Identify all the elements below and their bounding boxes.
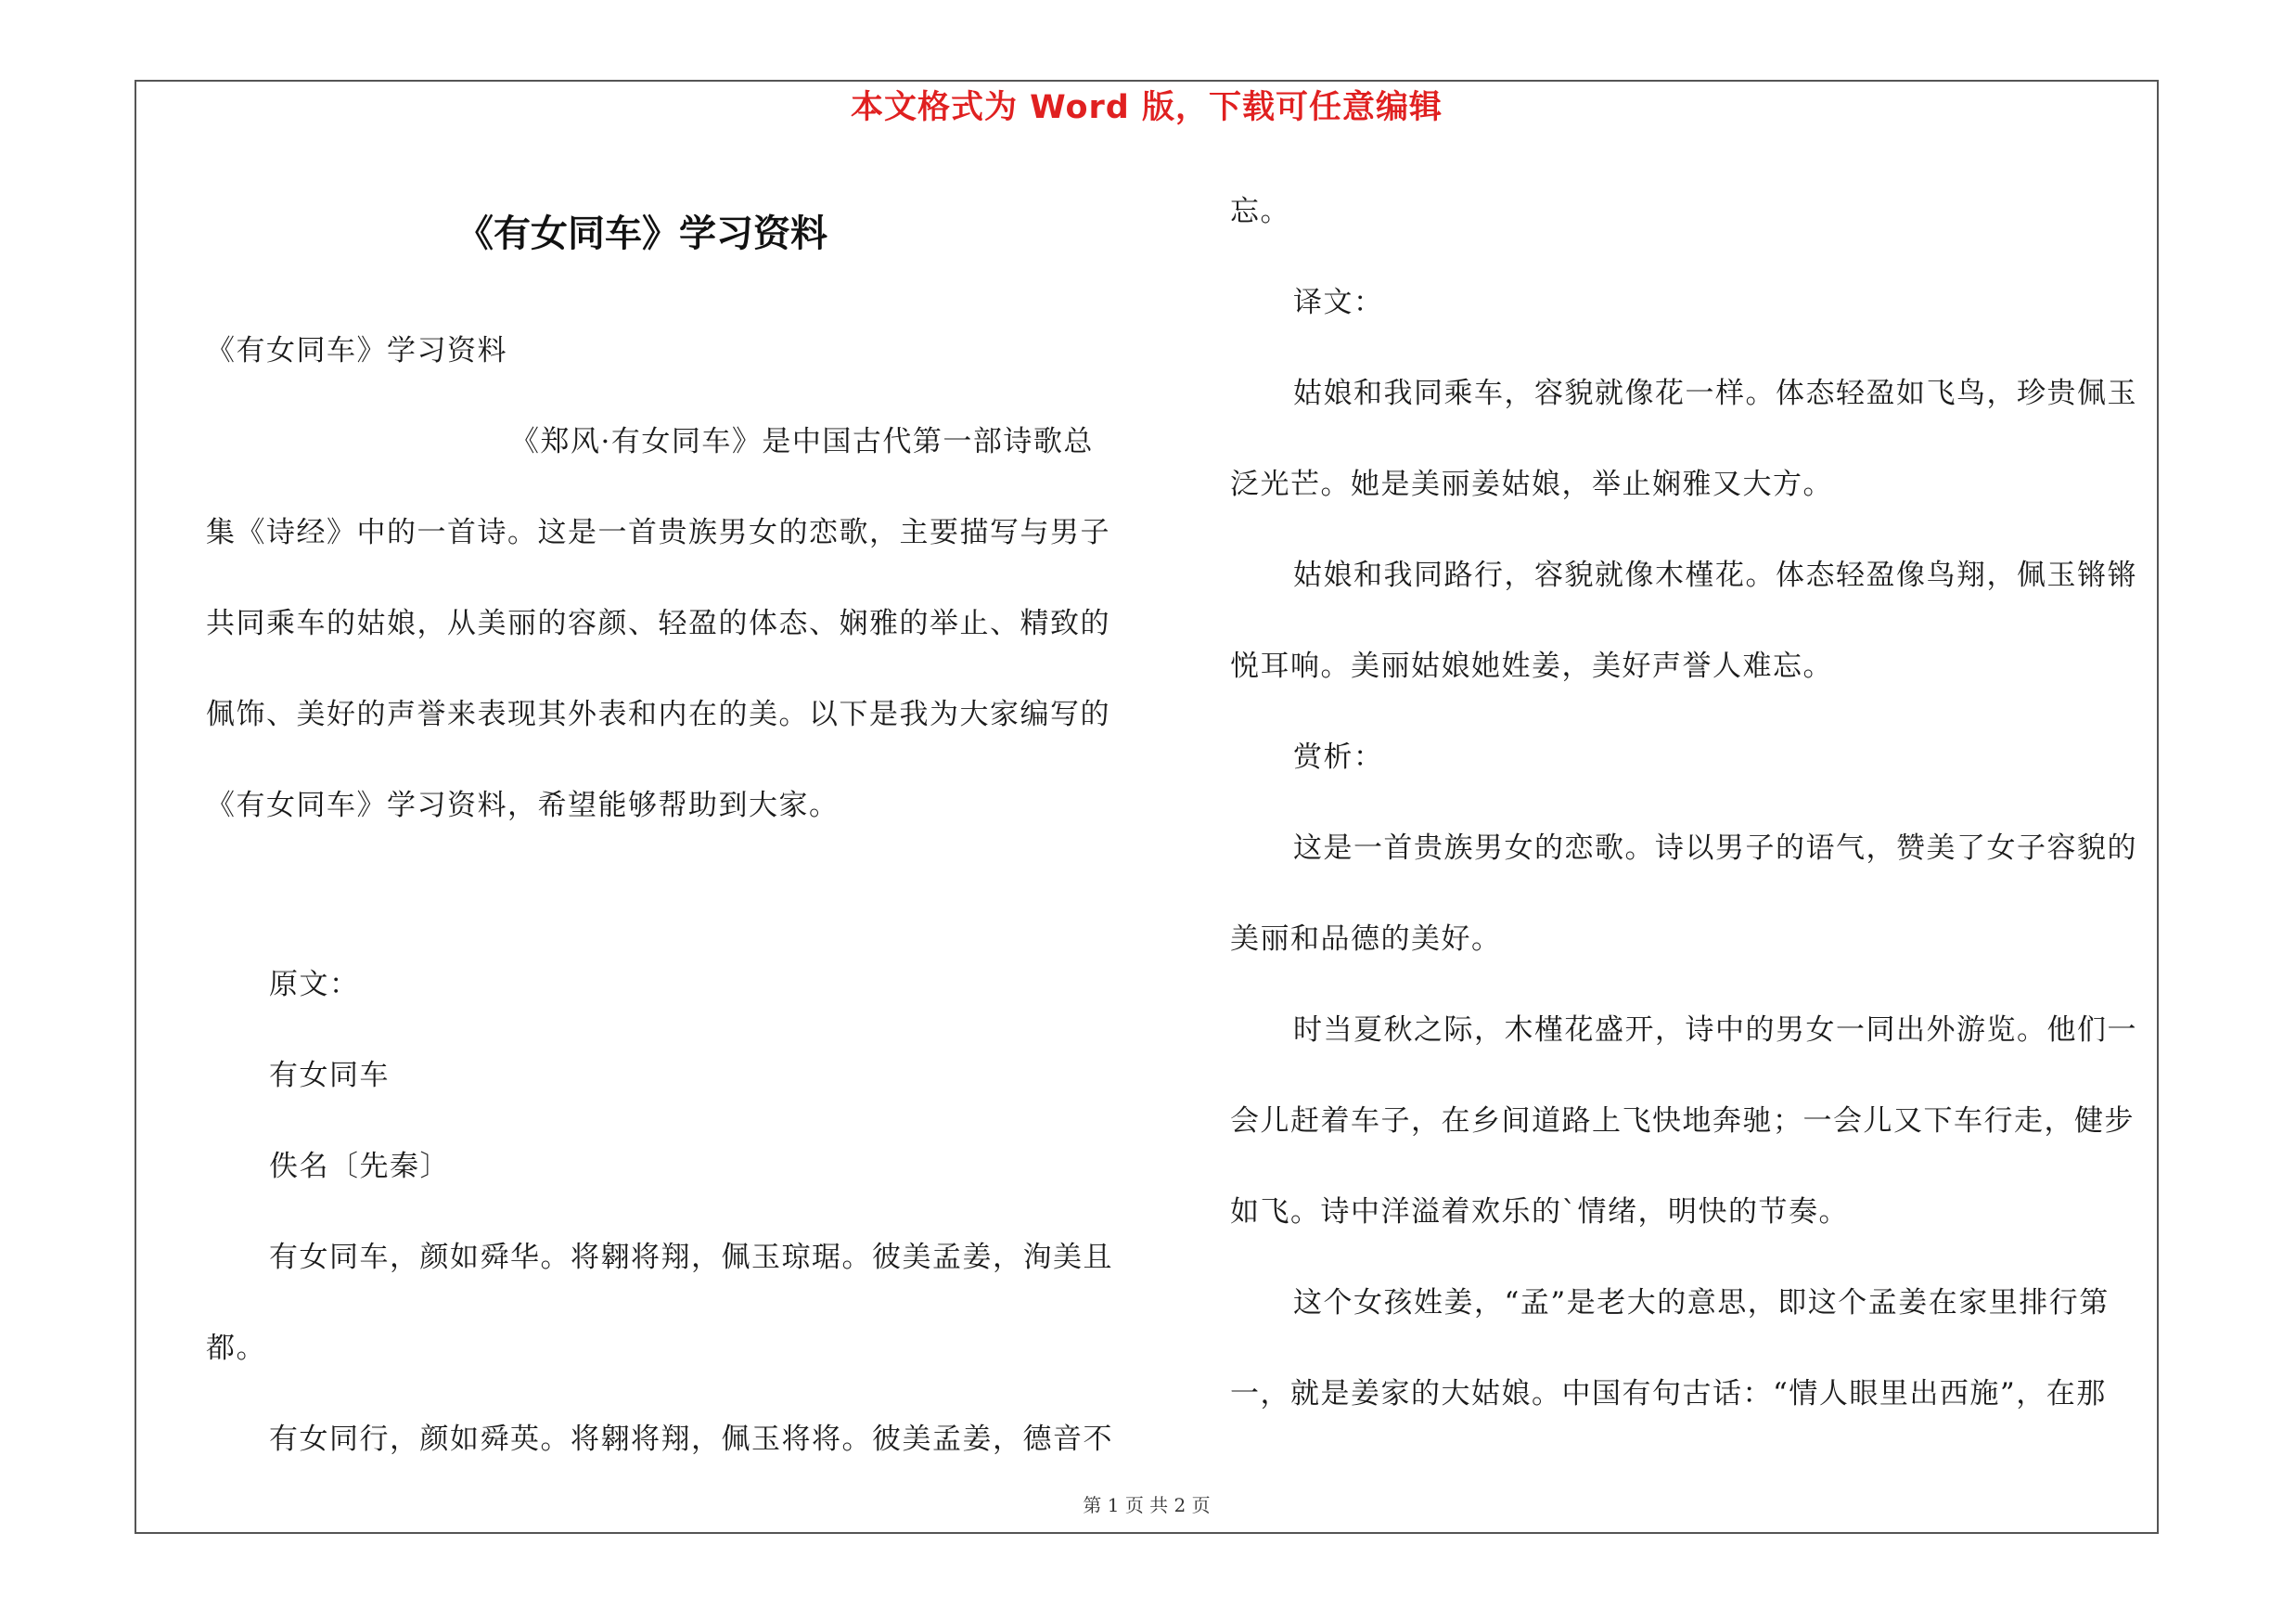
text-line: 姑娘和我同路行，容貌就像木槿花。体态轻盈像鸟翔，佩玉锵锵 [1293, 559, 2137, 592]
text-line: 佩饰、美好的声誉来表现其外表和内在的美。以下是我为大家编写的 [206, 698, 1110, 731]
text-line: 都。 [206, 1332, 266, 1365]
text-line: 一，就是姜家的大姑娘。中国有句古话：“情人眼里出西施”，在那 [1230, 1377, 2107, 1410]
text-line: 这是一首贵族男女的恋歌。诗以男子的语气，赞美了女子容貌的 [1293, 831, 2137, 865]
section-heading: 译文： [1293, 286, 1384, 319]
document-title: 《有女同车》学习资料 [456, 213, 827, 255]
page-number: 第 1 页 共 2 页 [1083, 1494, 1211, 1516]
text-line: 集《诗经》中的一首诗。这是一首贵族男女的恋歌，主要描写与男子 [206, 516, 1110, 549]
text-line: 《有女同车》学习资料 [206, 334, 507, 367]
text-line: 会儿赶着车子，在乡间道路上飞快地奔驰；一会儿又下车行走，健步 [1230, 1104, 2135, 1138]
text-line: 《有女同车》学习资料，希望能够帮助到大家。 [206, 789, 840, 822]
text-line: 美丽和品德的美好。 [1230, 922, 1502, 956]
text-line: 姑娘和我同乘车，容貌就像花一样。体态轻盈如飞鸟，珍贵佩玉 [1293, 377, 2137, 410]
poem-title: 有女同车 [269, 1059, 390, 1092]
section-heading: 原文： [269, 968, 360, 1001]
text-line: 这个女孩姓姜，“孟”是老大的意思，即这个孟姜在家里排行第 [1293, 1286, 2110, 1320]
text-line: 《郑风·有女同车》是中国古代第一部诗歌总 [510, 425, 1094, 458]
format-banner: 本文格式为 Word 版，下载可任意编辑 [850, 89, 1443, 126]
poem-author: 佚名〔先秦〕 [269, 1150, 450, 1183]
section-heading: 赏析： [1293, 741, 1384, 774]
text-line: 有女同行，颜如舜英。将翱将翔，佩玉将将。彼美孟姜，德音不 [269, 1423, 1113, 1456]
text-line: 悦耳响。美丽姑娘她姓姜，美好声誉人难忘。 [1230, 650, 1833, 683]
text-line: 忘。 [1230, 195, 1290, 228]
text-line: 有女同车，颜如舜华。将翱将翔，佩玉琼琚。彼美孟姜，洵美且 [269, 1241, 1113, 1274]
text-line: 如飞。诗中洋溢着欢乐的`情绪，明快的节奏。 [1230, 1195, 1849, 1229]
text-line: 泛光芒。她是美丽姜姑娘，举止娴雅又大方。 [1230, 468, 1833, 501]
text-line: 共同乘车的姑娘，从美丽的容颜、轻盈的体态、娴雅的举止、精致的 [206, 607, 1110, 640]
text-line: 时当夏秋之际，木槿花盛开，诗中的男女一同出外游览。他们一 [1293, 1013, 2137, 1047]
